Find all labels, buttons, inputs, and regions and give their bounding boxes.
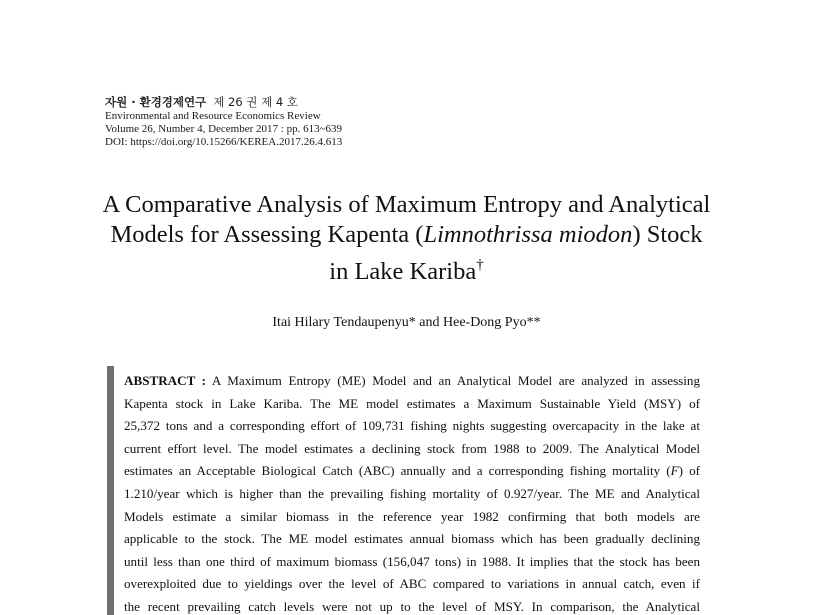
title-species-name: Limnothrissa miodon	[423, 221, 633, 248]
abstract-line-7: Models estimate a similar biomass in the reference year 1982 confirming that both models are	[124, 508, 700, 524]
journal-english-name: Environmental and Resource Economics Review	[105, 110, 321, 122]
journal-doi: DOI: https://doi.org/10.15266/KEREA.2017.26.4.613	[105, 136, 343, 148]
paper-authors: Itai Hilary Tendaupenyu* and Hee-Dong Pyo**	[272, 315, 541, 330]
journal-korean-line	[105, 95, 342, 110]
abstract-line-1-text: A Maximum Entropy (ME) Model and an Analytical Model are analyzed in assessing	[206, 373, 700, 388]
journal-korean-name: 자원 · 환경경제연구	[105, 95, 207, 109]
abstract-line-5	[124, 460, 700, 483]
abstract-side-bar	[107, 366, 114, 615]
title-line-2	[60, 220, 753, 250]
abstract-label: ABSTRACT :	[124, 373, 207, 388]
title-line-2-start: Models for Assessing Kapenta (	[110, 221, 424, 248]
abstract-line-5-text: estimates an Acceptable Biological Catch (ABC) annually and a corresponding fishing mortality (	[124, 463, 671, 479]
abstract-block	[124, 370, 700, 615]
abstract-line-8: applicable to the stock. The ME model estimates annual biomass which has been gradually declining	[124, 531, 700, 547]
journal-volume-info: Volume 26, Number 4, December 2017 : pp. 613~639	[105, 123, 343, 135]
abstract-line-3: 25,372 tons and a corresponding effort of 109,731 fishing nights suggesting overcapacity in the lake at	[124, 418, 700, 434]
abstract-line-5-end: ) of	[678, 463, 700, 479]
abstract-line-10: overexploited due to yieldings over the level of ABC compared to variations in annual catch, even if	[124, 576, 700, 592]
abstract-line-1	[124, 370, 700, 393]
dagger-footnote-mark: †	[476, 257, 484, 273]
abstract-line-11: the recent prevailing catch levels were not up to the level of MSY. In comparison, the Analytical	[124, 598, 700, 614]
abstract-line-4: current effort level. The model estimates a declining stock from 1988 to 2009. The Analytical Model	[124, 440, 700, 456]
abstract-line-2: Kapenta stock in Lake Kariba. The ME model estimates a Maximum Sustainable Yield (MSY) of	[124, 395, 700, 411]
journal-korean-volume: 제 26 권 제 4 호	[213, 95, 298, 109]
title-line-3-text: in Lake Kariba	[329, 258, 477, 285]
title-line-1: A Comparative Analysis of Maximum Entropy and Analytical	[102, 191, 711, 218]
abstract-line-6: 1.210/year which is higher than the prevailing fishing mortality of 0.927/year. The ME and Analytical	[124, 485, 700, 501]
title-line-2-end: ) Stock	[632, 221, 703, 248]
journal-header	[105, 95, 342, 149]
abstract-fishing-mortality-symbol: F	[670, 463, 679, 479]
paper-title	[60, 190, 753, 287]
title-line-3	[60, 250, 753, 287]
abstract-line-9: until less than one third of maximum biomass (156,047 tons) in 1988. It implies that the stock has been	[124, 553, 700, 569]
